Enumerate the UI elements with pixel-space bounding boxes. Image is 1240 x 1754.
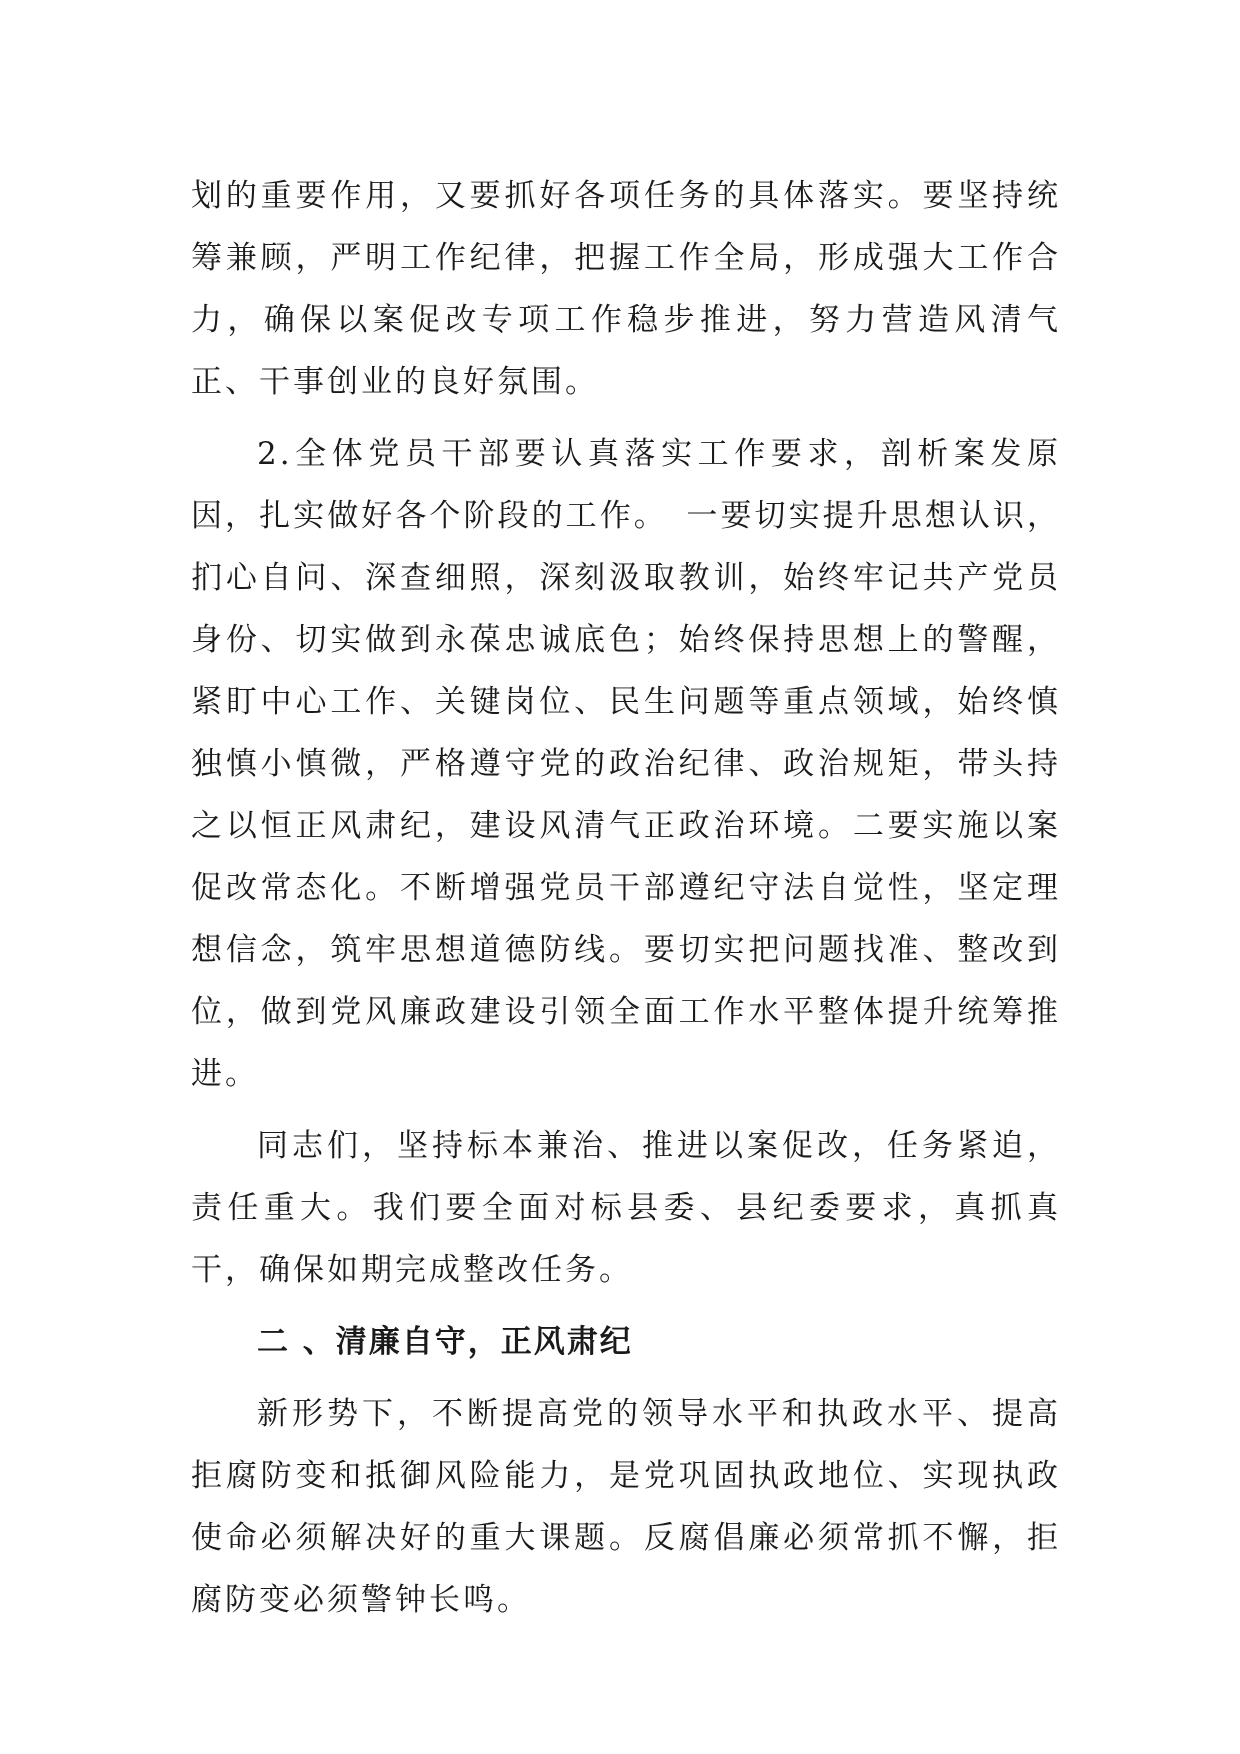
paragraph-comrades: 同志们，坚持标本兼治、推进以案促改，任务紧迫，责任重大。我们要全面对标县委、县纪委要求，真抓真干，确保如期完成整改任务。 — [191, 1128, 1061, 1288]
paragraph-work-requirements: 2.全体党员干部要认真落实工作要求，剖析案发原因，扎实做好各个阶段的工作。 一要切实提升思想认识，扪心自问、深查细照，深刻汲取教训，始终牢记共产党员身份、切实做到永葆忠诚底色；始终保持思想上的警醒，紧盯中心工作、关键岗位、民生问题等重点领域，始终慎独慎小慎微，严格遵守党的政治纪律、政治规矩，带头持之以恒正风肃纪，建设风清气正政治环境。二要实施以案促改常态化。不断增强党员干部遵纪守法自觉性，坚定理想信念，筑牢思想道德防线。要切实把问题找准、整改到位，做到党风廉政建设引领全面工作水平整体提升统筹推进。 — [191, 436, 1061, 1092]
paragraph-new-situation: 新形势下，不断提高党的领导水平和执政水平、提高拒腐防变和抵御风险能力，是党巩固执政地位、实现执政使命必须解决好的重大课题。反腐倡廉必须常抓不懈，拒腐防变必须警钟长鸣。 — [191, 1396, 1061, 1618]
paragraph-continuation: 划的重要作用，又要抓好各项任务的具体落实。要坚持统筹兼顾，严明工作纪律，把握工作全局，形成强大工作合力，确保以案促改专项工作稳步推进，努力营造风清气正、干事创业的良好氛围。 — [191, 178, 1061, 400]
section-heading: 二 、清廉自守，正风肃纪 — [257, 1324, 633, 1360]
document-body — [191, 165, 1061, 1641]
